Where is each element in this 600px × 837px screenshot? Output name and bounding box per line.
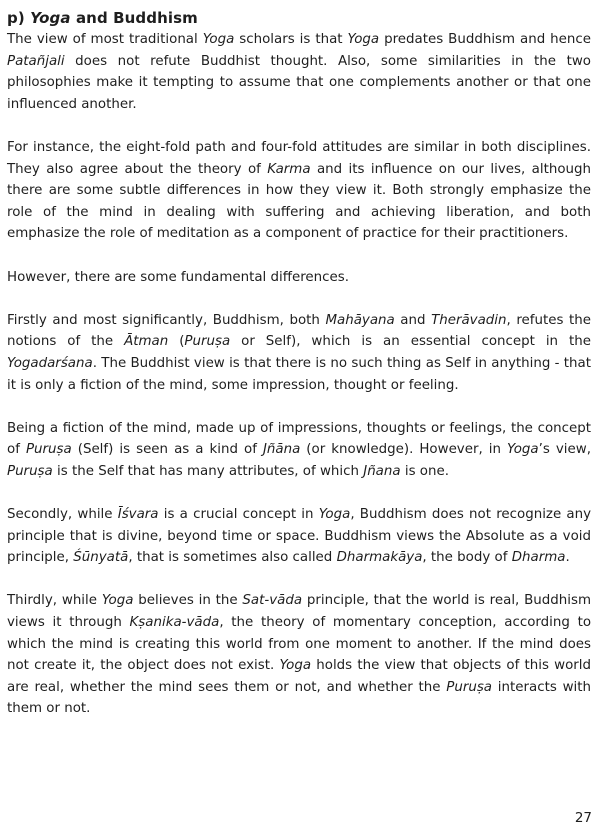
italic-term: Mahāyana	[325, 312, 395, 328]
heading-italic: Yoga	[30, 9, 71, 27]
page-content	[7, 8, 591, 720]
italic-term: Yoga	[318, 507, 351, 523]
italic-term: Puruṣa	[25, 442, 72, 458]
paragraph	[7, 590, 591, 720]
text-run: For instance, the eight-fold path and four-fold attitudes are similar in both disciplines. They also agree about the theory of	[7, 139, 591, 177]
italic-term: Yoga	[279, 658, 312, 674]
italic-term: Jñāna	[262, 442, 301, 458]
text-run: . The Buddhist view is that there is no such thing as Self in anything - that it is only a fiction of the mind, some impression, thought or feeling.	[7, 355, 591, 393]
text-run: (Self) is seen as a kind of	[71, 442, 263, 458]
text-run: believes in the	[133, 593, 243, 609]
italic-term: Jñana	[363, 463, 401, 479]
heading-prefix: p)	[7, 9, 31, 27]
heading-rest: and Buddhism	[70, 9, 198, 27]
paragraph	[7, 267, 591, 289]
italic-term: Therāvadin	[431, 312, 507, 328]
text-run: Firstly and most significantly, Buddhism, both	[7, 312, 326, 328]
text-run: is the Self that has many attributes, of which	[52, 463, 364, 479]
text-run: interacts with them or not.	[7, 679, 591, 717]
text-run: Thirdly, while	[7, 593, 102, 609]
paragraph	[7, 418, 591, 483]
text-run: Being a fiction of the mind, made up of impressions, thoughts or feelings, the concept of	[7, 420, 591, 458]
text-run: holds the view that objects of this world are real, whether the mind sees them or not, and whether the	[7, 658, 591, 695]
italic-term: Dharmakāya	[336, 550, 423, 566]
italic-term: Puruṣa	[446, 679, 493, 695]
italic-term: Yoga	[347, 32, 380, 47]
paragraph	[7, 29, 591, 115]
text-run: , the body of	[422, 550, 512, 566]
italic-term: Ātman	[124, 334, 169, 350]
text-run: (	[168, 334, 185, 350]
text-run: ’s view,	[538, 442, 591, 458]
italic-term: Yoga	[507, 442, 539, 458]
italic-term: Kṣanika-vāda	[129, 615, 220, 631]
italic-term: Puruṣa	[184, 334, 231, 350]
text-run: , refutes the notions of the	[7, 312, 591, 350]
italic-term: Yoga	[202, 32, 235, 47]
text-run: scholars is that	[234, 32, 348, 47]
text-run: , the theory of momentary conception, according to which the mind is creating this world from one moment to another. If the mind does not create it, the object does not exist.	[7, 615, 592, 674]
italic-term: Puruṣa	[7, 463, 53, 479]
italic-term: Sat-vāda	[242, 593, 303, 609]
section-heading	[7, 8, 591, 29]
italic-term: Yoga	[101, 593, 134, 609]
paragraph	[7, 310, 591, 396]
text-run: Secondly, while	[7, 507, 118, 523]
italic-term: Patañjali	[7, 53, 65, 69]
text-run: .	[565, 550, 570, 566]
text-run: principle, that the world is real, Buddhism views it through	[7, 593, 592, 631]
page-number: 27	[574, 810, 592, 826]
text-run: The view of most traditional	[7, 32, 203, 47]
text-run: (or knowledge). However, in	[300, 442, 507, 458]
italic-term: Dharma	[511, 550, 566, 566]
italic-term: Śūnyatā	[73, 550, 129, 566]
italic-term: Yogadarśana	[7, 355, 93, 371]
italic-term: Īśvara	[117, 507, 159, 523]
text-run: or Self), which is an essential concept in the	[230, 334, 591, 350]
text-run: predates Buddhism and hence	[379, 32, 591, 47]
text-run: , that is sometimes also called	[128, 550, 337, 566]
text-run: and its influence on our lives, although there are some subtle differences in how they view it. Both strongly emphasize the role of the mind in dealing with suffering and achieving liberation, and both emphasize the role of meditation as a component of practice for their practitioners.	[7, 161, 592, 242]
text-run: and	[394, 312, 432, 328]
text-run: does not refute Buddhist thought. Also, some similarities in the two philosophies make it tempting to assume that one complements another or that one influenced another.	[7, 53, 591, 112]
paragraph	[7, 504, 591, 569]
paragraph	[7, 137, 591, 245]
text-run: However, there are some fundamental differences.	[7, 269, 349, 285]
italic-term: Karma	[267, 161, 311, 177]
text-run: , Buddhism does not recognize any principle that is divine, beyond time or space. Buddhism views the Absolute as a void principle,	[7, 507, 592, 566]
text-run: is one.	[400, 463, 449, 479]
text-run: is a crucial concept in	[158, 507, 319, 523]
